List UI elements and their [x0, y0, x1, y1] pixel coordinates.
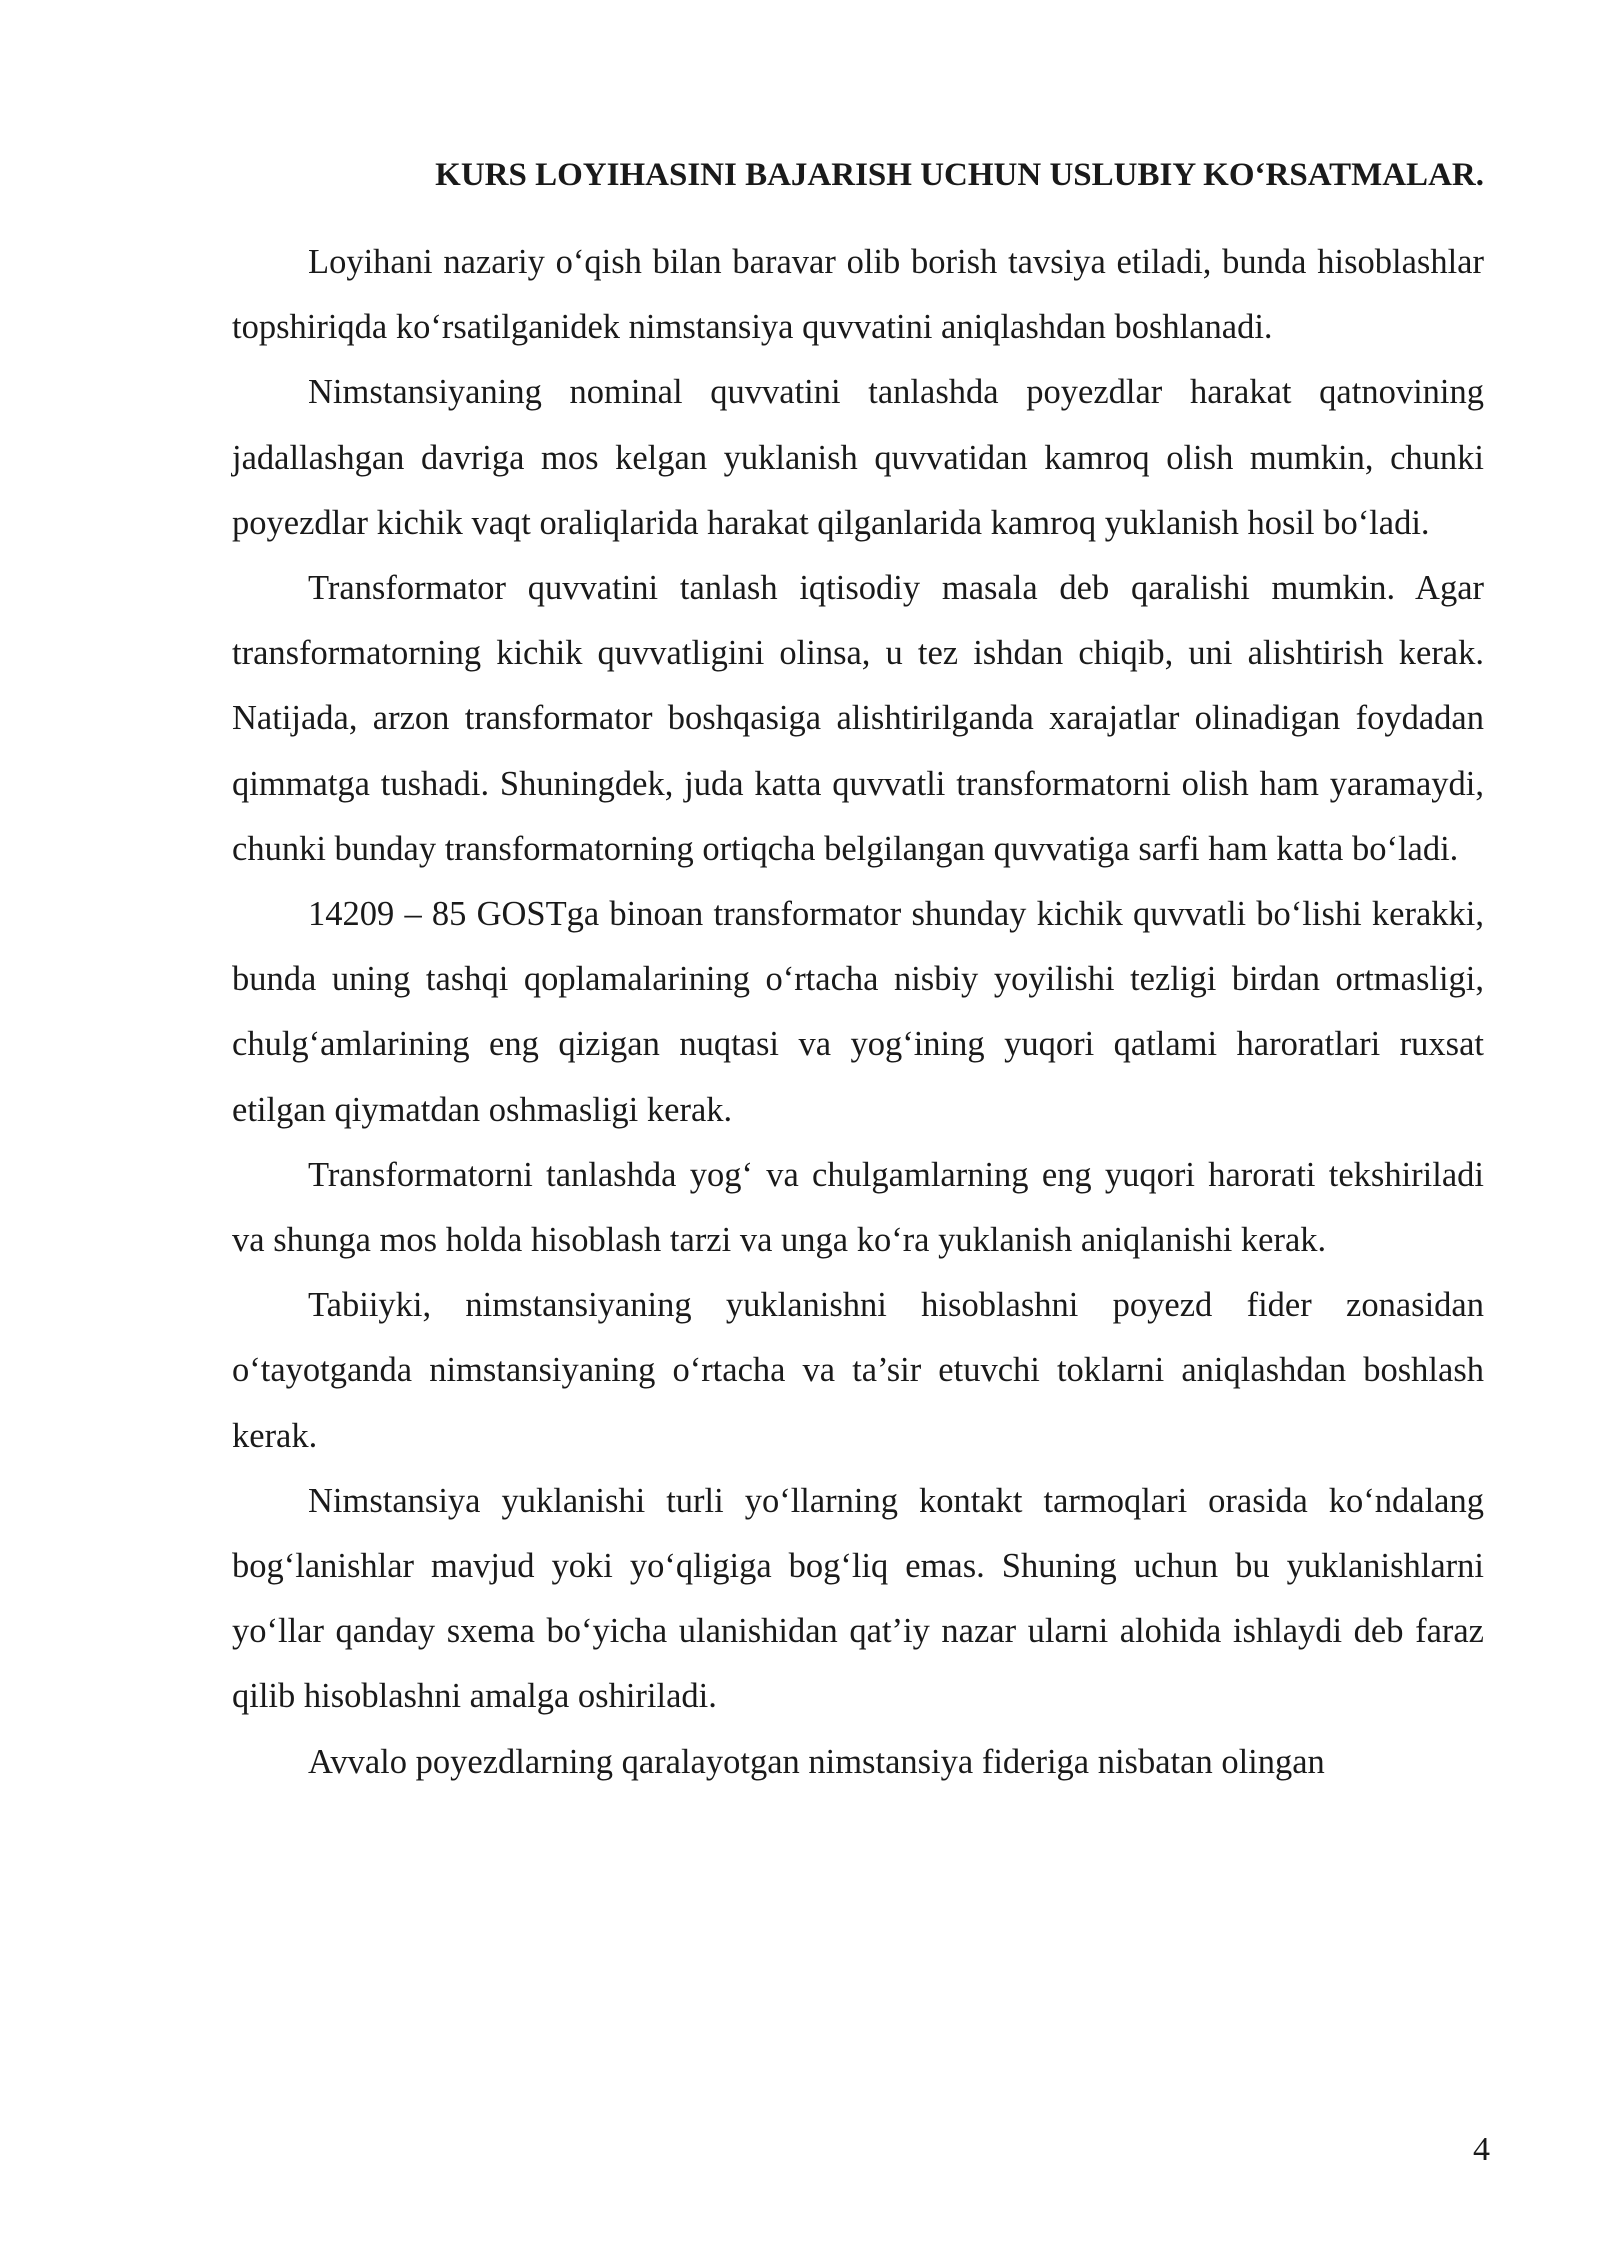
paragraph-2: Nimstansiyaning nominal quvvatini tanlashda poyezdlar harakat qatnovining jadallashgan davriga mos kelgan yuklanish quvvatidan kamroq olish mumkin, chunki poyezdlar kichik vaqt oraliqlarida harakat qilganlarida kamroq yuklanish hosil bo‘ladi.: [232, 373, 1484, 542]
paragraph-6: Tabiiyki, nimstansiyaning yuklanishni hisoblashni poyezd fider zonasidan o‘tayotganda nimstansiyaning o‘rtacha va ta’sir etuvchi toklarni aniqlashdan boshlash kerak.: [232, 1286, 1484, 1455]
paragraph-4: 14209 – 85 GOSTga binoan transformator shunday kichik quvvatli bo‘lishi kerakki, bunda uning tashqi qoplamalarining o‘rtacha nisbiy yoyilishi tezligi birdan ortmasligi, chulg‘amlarining eng qizigan nuqtasi va yog‘ining yuqori qatlami haroratlari ruxsat etilgan qiymatdan oshmasligi kerak.: [232, 895, 1484, 1129]
paragraph-3: Transformator quvvatini tanlash iqtisodiy masala deb qaralishi mumkin. Agar transformatorning kichik quvvatligini olinsa, u tez ishdan chiqib, uni alishtirish kerak. Natijada, arzon transformator boshqasiga alishtirilganda xarajatlar olinadigan foydadan qimmatga tushadi. Shuningdek, juda katta quvvatli transformatorni olish ham yaramaydi, chunki bunday transformatorning ortiqcha belgilangan quvvatiga sarfi ham katta bo‘ladi.: [232, 569, 1484, 868]
paragraph-7: Nimstansiya yuklanishi turli yo‘llarning kontakt tarmoqlari orasida ko‘ndalang bog‘lanishlar mavjud yoki yo‘qligiga bog‘liq emas. Shuning uchun bu yuklanishlarni yo‘llar qanday sxema bo‘yicha ulanishidan qat’iy nazar ularni alohida ishlaydi deb faraz qilib hisoblashni amalga oshiriladi.: [232, 1481, 1484, 1716]
page-content: [232, 150, 1484, 1795]
section-heading: KURS LOYIHASINI BAJARISH UCHUN USLUBIY KO‘RSATMALAR.: [435, 157, 1484, 193]
paragraph-5: Transformatorni tanlashda yog‘ va chulgamlarning eng yuqori harorati tekshiriladi va shunga mos holda hisoblash tarzi va unga ko‘ra yuklanish aniqlanishi kerak.: [232, 1155, 1484, 1260]
page-number: 4: [1473, 2131, 1490, 2168]
paragraph-1: Loyihani nazariy o‘qish bilan baravar olib borish tavsiya etiladi, bunda hisoblashlar topshiriqda ko‘rsatilganidek nimstansiya quvvatini aniqlashdan boshlanadi.: [232, 243, 1484, 347]
paragraph-8: Avvalo poyezdlarning qaralayotgan nimstansiya fideriga nisbatan olingan: [308, 1742, 1325, 1781]
